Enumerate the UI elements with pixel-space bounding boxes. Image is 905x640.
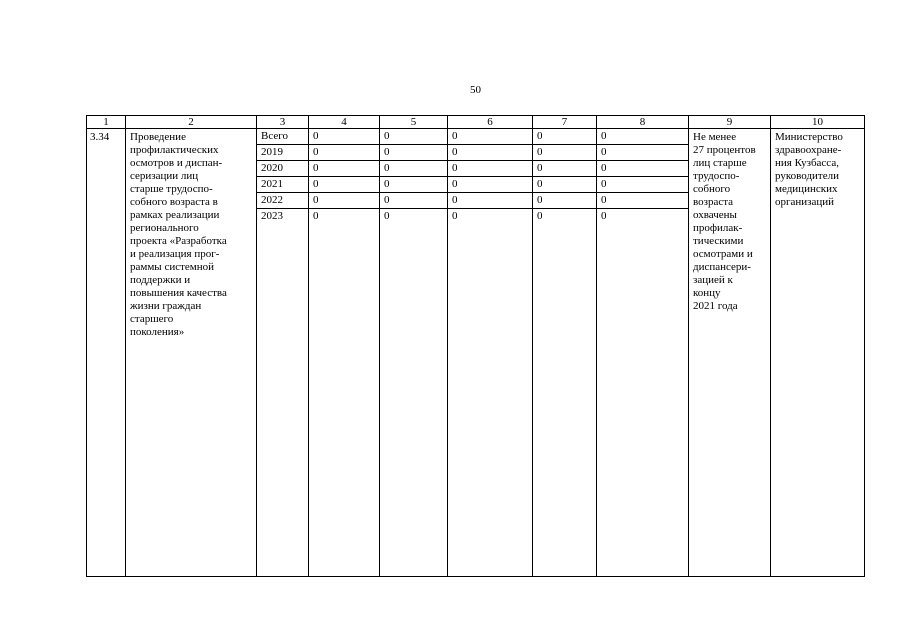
col7-values xyxy=(533,129,596,224)
years-cell xyxy=(257,129,309,577)
value-line: 0 xyxy=(452,210,458,222)
col8-values xyxy=(597,129,688,224)
value-line: 0 xyxy=(533,161,596,177)
header-col-5: 5 xyxy=(380,116,448,129)
header-col-10: 10 xyxy=(771,116,865,129)
text-line: осмотров и диспан- xyxy=(130,157,223,169)
col4-cell xyxy=(309,129,380,577)
value-line: 0 xyxy=(601,210,607,222)
col5-cell xyxy=(380,129,448,577)
table-row xyxy=(87,129,865,577)
years-list xyxy=(257,129,308,224)
text-line: Не менее xyxy=(693,131,737,143)
text-line: серизации лиц xyxy=(130,170,199,182)
text-line: тическими xyxy=(693,235,744,247)
value-line: 0 xyxy=(309,129,379,145)
value-line: 0 xyxy=(537,210,543,222)
header-col-4: 4 xyxy=(309,116,380,129)
text-line: трудоспо- xyxy=(693,170,740,182)
responsible-cell xyxy=(771,129,865,577)
col6-cell xyxy=(448,129,533,577)
text-line: собного возраста в xyxy=(130,196,218,208)
text-line: организаций xyxy=(775,196,835,208)
text-line: лиц старше xyxy=(693,157,747,169)
value-line: 0 xyxy=(384,210,390,222)
col7-cell xyxy=(533,129,597,577)
header-col-7: 7 xyxy=(533,116,597,129)
text-line: и реализация прог- xyxy=(130,248,220,260)
text-line: поддержки и xyxy=(130,274,191,286)
text-line: рамках реализации xyxy=(130,209,220,221)
text-line: раммы системной xyxy=(130,261,215,273)
value-line: 2021 xyxy=(257,177,308,193)
value-line: 0 xyxy=(448,161,532,177)
value-line: 2020 xyxy=(257,161,308,177)
value-line: 0 xyxy=(448,193,532,209)
value-line: 2023 xyxy=(261,210,283,222)
col4-values xyxy=(309,129,379,224)
text-line: проекта «Разработка xyxy=(130,235,227,247)
value-line: 0 xyxy=(380,129,447,145)
value-line: 0 xyxy=(533,129,596,145)
text-line: зацией к xyxy=(693,274,733,286)
value-line: 0 xyxy=(448,177,532,193)
value-line: 0 xyxy=(597,177,688,193)
table-header-row xyxy=(87,116,865,129)
col5-values xyxy=(380,129,447,224)
value-line: 0 xyxy=(313,210,319,222)
text-line: профилактических xyxy=(130,144,219,156)
col6-values xyxy=(448,129,532,224)
value-line: 2022 xyxy=(257,193,308,209)
text-line: медицинских xyxy=(775,183,838,195)
value-line: 2019 xyxy=(257,145,308,161)
header-col-2: 2 xyxy=(126,116,257,129)
text-line: ния Кузбасса, xyxy=(775,157,839,169)
row-number-cell xyxy=(87,129,126,577)
text-line: осмотрами и xyxy=(693,248,753,260)
value-line: 0 xyxy=(448,145,532,161)
responsible-text xyxy=(771,129,864,209)
text-line: здравоохране- xyxy=(775,144,842,156)
value-line: Всего xyxy=(257,129,308,145)
header-col-6: 6 xyxy=(448,116,533,129)
text-line: руководители xyxy=(775,170,839,182)
value-line: 0 xyxy=(597,161,688,177)
text-line: Министерство xyxy=(775,131,843,143)
measures-table xyxy=(86,115,865,577)
text-line: повышения качества xyxy=(130,287,227,299)
text-line: профилак- xyxy=(693,222,743,234)
text-line: 27 процентов xyxy=(693,144,756,156)
value-line: 0 xyxy=(380,145,447,161)
value-line: 0 xyxy=(533,177,596,193)
text-line: поколения» xyxy=(130,326,185,338)
text-line: концу xyxy=(693,287,721,299)
text-line: регионального xyxy=(130,222,199,234)
value-line: 0 xyxy=(597,145,688,161)
header-col-8: 8 xyxy=(597,116,689,129)
row-number: 3.34 xyxy=(90,131,110,143)
text-line: 2021 года xyxy=(693,300,738,312)
value-line: 0 xyxy=(380,177,447,193)
value-line: 0 xyxy=(448,129,532,145)
value-line: 0 xyxy=(597,193,688,209)
header-col-3: 3 xyxy=(257,116,309,129)
text-line: охвачены xyxy=(693,209,737,221)
text-line: старше трудоспо- xyxy=(130,183,213,195)
value-line: 0 xyxy=(309,161,379,177)
text-line: Проведение xyxy=(130,131,186,143)
target-cell xyxy=(689,129,771,577)
value-line: 0 xyxy=(380,193,447,209)
page-number: 50 xyxy=(470,84,481,96)
value-line: 0 xyxy=(597,129,688,145)
header-col-9: 9 xyxy=(689,116,771,129)
text-line: собного xyxy=(693,183,731,195)
description-cell xyxy=(126,129,257,577)
value-line: 0 xyxy=(309,193,379,209)
text-line: возраста xyxy=(693,196,734,208)
target-text xyxy=(689,129,770,313)
value-line: 0 xyxy=(533,145,596,161)
col8-cell xyxy=(597,129,689,577)
value-line: 0 xyxy=(533,193,596,209)
value-line: 0 xyxy=(309,177,379,193)
text-line: старшего xyxy=(130,313,174,325)
text-line: диспансери- xyxy=(693,261,751,273)
value-line: 0 xyxy=(380,161,447,177)
description-text xyxy=(126,129,256,339)
header-col-1: 1 xyxy=(87,116,126,129)
value-line: 0 xyxy=(309,145,379,161)
text-line: жизни граждан xyxy=(130,300,202,312)
